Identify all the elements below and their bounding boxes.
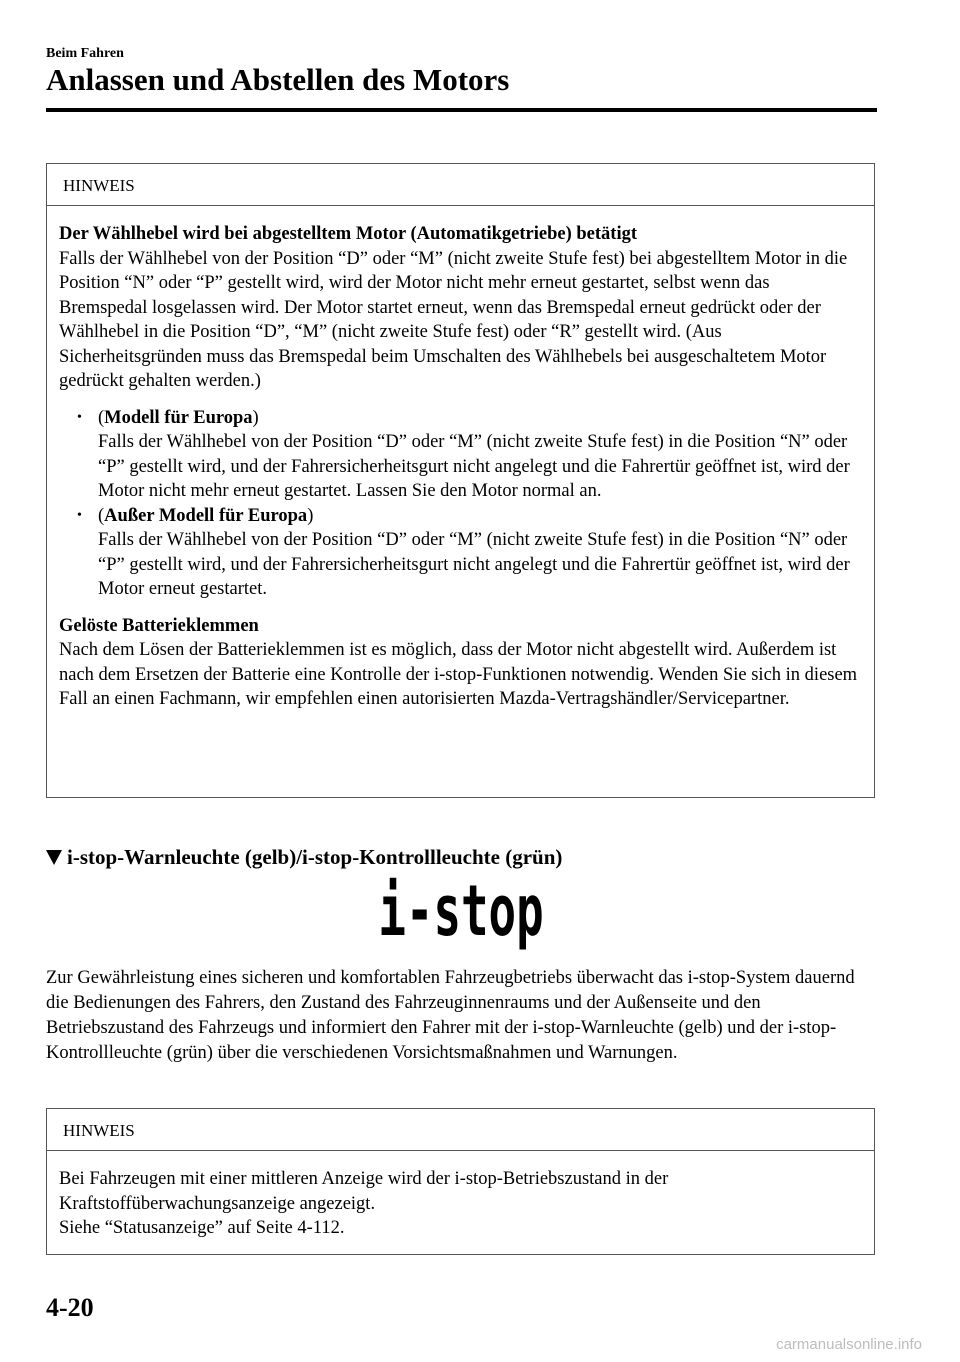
bullet-icon: • (77, 507, 82, 523)
note-paragraph: Bei Fahrzeugen mit einer mittleren Anzeige wird der i-stop-Betriebszustand in der Kraftstoffüberwachungsanzeige angezeigt. (59, 1169, 669, 1214)
bullet-text: Falls der Wählhebel von der Position “D” oder “M” (nicht zweite Stufe fest) in die Position “N” oder “P” gestellt wird, und der Fahrersicherheitsgurt nicht angelegt und die Fahrertür geöffnet ist, wird der Motor erneut gestartet. (98, 530, 850, 599)
note-label: HINWEIS (47, 1109, 874, 1151)
body-paragraph: Zur Gewährleistung eines sicheren und komfortablen Fahrzeugbetriebs überwacht das i-stop-System dauernd die Bedienungen des Fahrers, den Zustand des Fahrzeuginnenraums und der Außenseite und den Betriebszustand des Fahrzeugs und informiert den Fahrer mit der i-stop-Warnleuchte (gelb) und der i-stop-Kontrollleuchte (grün) über die verschiedenen Vorsichtsmaßnahmen und Warnungen. (46, 968, 855, 1063)
title-rule (46, 108, 877, 112)
watermark: carmanualsonline.info (776, 1336, 922, 1353)
note-paragraph: Nach dem Lösen der Batterieklemmen ist es möglich, dass der Motor nicht abgestellt wird. Außerdem ist nach dem Ersetzen der Batterie eine Kontrolle der i-stop-Funktionen notwendig. Wenden Sie sich in diesem Fall an einen Fachmann, wir empfehlen einen autorisierten Mazda-Vertragshändler/Servicepartner. (59, 640, 858, 709)
note-subheading: Gelöste Batterieklemmen (59, 615, 259, 636)
bullet-title: Außer Modell für Europa (104, 505, 308, 526)
triangle-down-icon (46, 850, 62, 865)
note-box-2 (46, 1108, 875, 1255)
note-paragraph: Falls der Wählhebel von der Position “D” oder “M” (nicht zweite Stufe fest) bei abgestelltem Motor in die Position “N” oder “P” gestellt wird, wird der Motor nicht mehr erneut gestartet, selbst wenn das Bremspedal losgelassen wird. Der Motor startet erneut, wenn das Bremspedal erneut gedrückt oder der Wählhebel in die Position “D”, “M” (nicht zweite Stufe fest) oder “R” gestellt wird. (Aus Sicherheitsgründen muss das Bremspedal beim Umschalten des Wählhebels bei ausgeschaltetem Motor gedrückt gehalten werden.) (59, 248, 848, 391)
page-number: 4-20 (46, 1293, 94, 1322)
istop-logo-text: i-stop (378, 869, 544, 952)
note-subheading: Der Wählhebel wird bei abgestelltem Motor (Automatikgetriebe) betätigt (59, 224, 638, 244)
section-label: Beim Fahren (46, 46, 124, 61)
bullet-title: Modell für Europa (104, 407, 253, 428)
bullet-item: • (Modell für Europa) Falls der Wählhebel von der Position “D” oder “M” (nicht zweite Stufe fest) in die Position “N” oder “P” gestellt wird, und der Fahrersicherheitsgurt nicht angelegt und die Fahrertür geöffnet ist, wird der Motor nicht mehr erneut gestartet. Lassen Sie den Motor normal an. (77, 406, 850, 504)
bullet-item: • (Außer Modell für Europa) Falls der Wählhebel von der Position “D” oder “M” (nicht zweite Stufe fest) in die Position “N” oder “P” gestellt wird, und der Fahrersicherheitsgurt nicht angelegt und die Fahrertür geöffnet ist, wird der Motor erneut gestartet. (77, 504, 850, 602)
section-heading (46, 842, 562, 872)
page-title: Anlassen und Abstellen des Motors (46, 62, 510, 97)
note-body (47, 1151, 874, 1241)
bullet-text: Falls der Wählhebel von der Position “D” oder “M” (nicht zweite Stufe fest) in die Position “N” oder “P” gestellt wird, und der Fahrersicherheitsgurt nicht angelegt und die Fahrertür geöffnet ist, wird der Motor nicht mehr erneut gestartet. Lassen Sie den Motor normal an. (98, 432, 850, 501)
istop-logo (378, 869, 544, 957)
note-label: HINWEIS (47, 164, 874, 206)
bullet-icon: • (77, 409, 82, 425)
note-body (47, 206, 874, 712)
note-paragraph: Siehe “Statusanzeige” auf Seite 4-112. (59, 1218, 345, 1238)
section-heading-text: i-stop-Warnleuchte (gelb)/i-stop-Kontrollleuchte (grün) (67, 845, 563, 869)
note-box-1 (46, 163, 875, 798)
